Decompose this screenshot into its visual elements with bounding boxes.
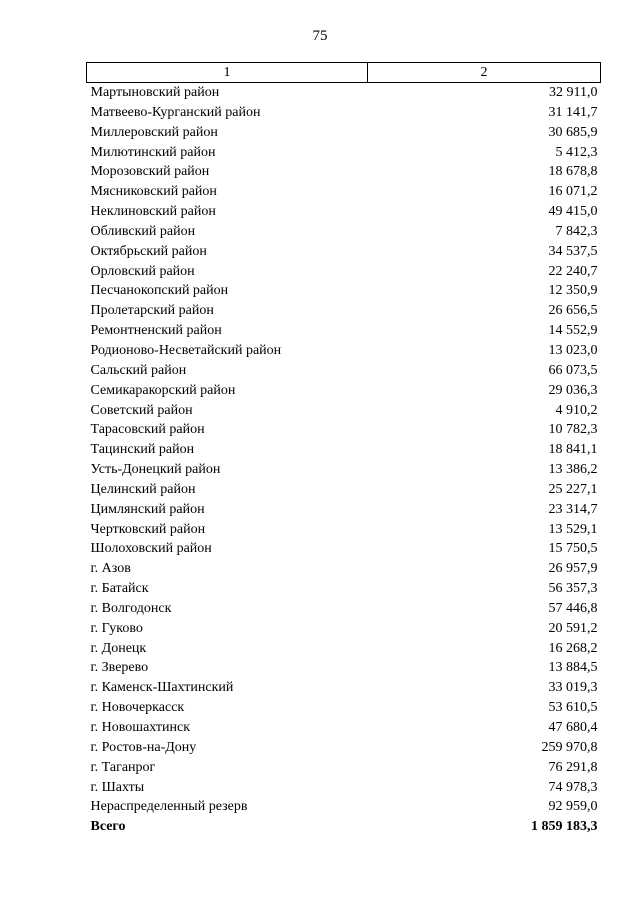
row-value: 5 412,3 — [555, 144, 598, 160]
row-value: 76 291,8 — [548, 759, 598, 775]
row-value: 26 957,9 — [548, 561, 598, 577]
row-name: Песчанокопский район — [90, 283, 229, 299]
row-value: 32 911,0 — [549, 85, 598, 100]
table-row — [87, 381, 601, 401]
row-name: Ремонтненский район — [90, 323, 222, 339]
row-name: г. Азов — [90, 561, 131, 577]
row-name: г. Донецк — [90, 640, 147, 656]
table-row — [87, 420, 601, 440]
allocation-table-container — [86, 62, 600, 837]
row-name: г. Шахты — [90, 779, 145, 795]
row-value: 74 978,3 — [548, 779, 598, 795]
table-row — [87, 658, 601, 678]
table-row — [87, 460, 601, 480]
row-name: Шолоховский район — [90, 541, 212, 557]
row-name: Милютинский район — [90, 144, 216, 160]
table-row — [87, 182, 601, 202]
row-value: 13 386,2 — [548, 462, 598, 478]
table-row — [87, 262, 601, 282]
table-row — [87, 738, 601, 758]
row-value: 13 884,5 — [548, 660, 598, 676]
table-row — [87, 143, 601, 163]
row-value: 18 678,8 — [548, 164, 598, 180]
table-row — [87, 539, 601, 559]
header-row — [87, 63, 601, 83]
table-row — [87, 162, 601, 182]
column-header-2: 2 — [368, 63, 601, 83]
table-row — [87, 83, 601, 103]
table-row — [87, 778, 601, 798]
row-name: Тарасовский район — [90, 422, 205, 438]
allocation-table — [86, 62, 601, 837]
row-value: 7 842,3 — [555, 223, 598, 239]
row-value: 30 685,9 — [548, 124, 598, 140]
table-row — [87, 202, 601, 222]
row-value: 56 357,3 — [548, 581, 598, 597]
row-name: г. Волгодонск — [90, 600, 172, 616]
row-value: 4 910,2 — [555, 402, 598, 418]
table-row — [87, 758, 601, 778]
row-name: Матвеево-Курганский район — [90, 104, 261, 120]
row-name: Пролетарский район — [90, 303, 214, 319]
row-name: г. Новошахтинск — [90, 720, 191, 735]
row-value: 49 415,0 — [548, 204, 598, 220]
row-value: 20 591,2 — [548, 620, 598, 636]
row-value: 14 552,9 — [548, 323, 598, 339]
row-name: г. Таганрог — [90, 759, 156, 775]
row-name: Нераспределенный резерв — [90, 799, 248, 815]
row-name: Цимлянский район — [90, 501, 205, 517]
row-name: Чертковский район — [90, 521, 206, 537]
table-row — [87, 698, 601, 718]
row-name: Семикаракорский район — [90, 382, 236, 398]
table-row — [87, 579, 601, 599]
row-value: 22 240,7 — [548, 263, 598, 279]
table-row — [87, 480, 601, 500]
table-row — [87, 599, 601, 619]
row-name: Советский район — [90, 402, 193, 418]
table-row — [87, 500, 601, 520]
row-value: 57 446,8 — [548, 600, 598, 616]
row-value: 10 782,3 — [548, 422, 598, 438]
row-name: Мартыновский район — [90, 85, 220, 100]
row-value: 15 750,5 — [548, 541, 598, 557]
row-name: г. Зверево — [90, 660, 149, 676]
column-header-1: 1 — [87, 63, 368, 83]
total-value: 1 859 183,3 — [531, 819, 598, 835]
row-value: 92 959,0 — [548, 799, 598, 815]
row-value: 53 610,5 — [548, 700, 598, 716]
table-header — [87, 63, 601, 83]
row-name: Родионово-Несветайский район — [90, 342, 282, 358]
row-value: 16 268,2 — [548, 640, 598, 656]
row-name: г. Новочеркасск — [90, 700, 185, 716]
row-name: Морозовский район — [90, 164, 210, 180]
row-value: 34 537,5 — [548, 243, 598, 259]
row-value: 259 970,8 — [541, 739, 598, 755]
row-name: Мясниковский район — [90, 184, 217, 200]
row-name: г. Батайск — [90, 581, 149, 597]
row-name: Неклиновский район — [90, 204, 216, 220]
row-name: Целинский район — [90, 481, 196, 497]
row-name: г. Гуково — [90, 620, 143, 636]
row-value: 66 073,5 — [548, 362, 598, 378]
row-value: 13 023,0 — [548, 342, 598, 358]
row-name: Тацинский район — [90, 442, 195, 458]
page-number: 75 — [312, 28, 328, 44]
table-row — [87, 520, 601, 540]
row-name: Усть-Донецкий район — [90, 462, 221, 478]
row-name: г. Ростов-на-Дону — [90, 739, 197, 755]
row-name: Орловский район — [90, 263, 195, 279]
row-value: 12 350,9 — [548, 283, 598, 299]
table-row — [87, 301, 601, 321]
row-name: Сальский район — [90, 362, 187, 378]
table-row — [87, 242, 601, 262]
table-row — [87, 281, 601, 301]
row-name: Миллеровский район — [90, 124, 218, 140]
table-body — [87, 83, 601, 838]
row-value: 18 841,1 — [548, 442, 598, 458]
row-value: 33 019,3 — [548, 680, 598, 696]
table-row — [87, 123, 601, 143]
total-label: Всего — [90, 819, 126, 835]
table-row — [87, 718, 601, 738]
row-name: г. Каменск-Шахтинский — [90, 680, 234, 696]
row-value: 31 141,7 — [548, 104, 598, 120]
table-row — [87, 639, 601, 659]
table-row — [87, 619, 601, 639]
row-value: 26 656,5 — [548, 303, 598, 319]
table-row — [87, 440, 601, 460]
table-row — [87, 361, 601, 381]
row-value: 16 071,2 — [548, 184, 598, 200]
row-name: Обливский район — [90, 223, 196, 239]
total-row — [87, 817, 601, 837]
row-value: 29 036,3 — [548, 382, 598, 398]
table-row — [87, 797, 601, 817]
row-name: Октябрьский район — [90, 243, 207, 259]
table-row — [87, 321, 601, 341]
row-value: 13 529,1 — [548, 521, 598, 537]
table-row — [87, 401, 601, 421]
table-row — [87, 341, 601, 361]
row-value: 23 314,7 — [548, 501, 598, 517]
table-row — [87, 678, 601, 698]
row-value: 47 680,4 — [548, 720, 598, 735]
table-row — [87, 103, 601, 123]
row-value: 25 227,1 — [548, 481, 598, 497]
table-row — [87, 559, 601, 579]
table-row — [87, 222, 601, 242]
